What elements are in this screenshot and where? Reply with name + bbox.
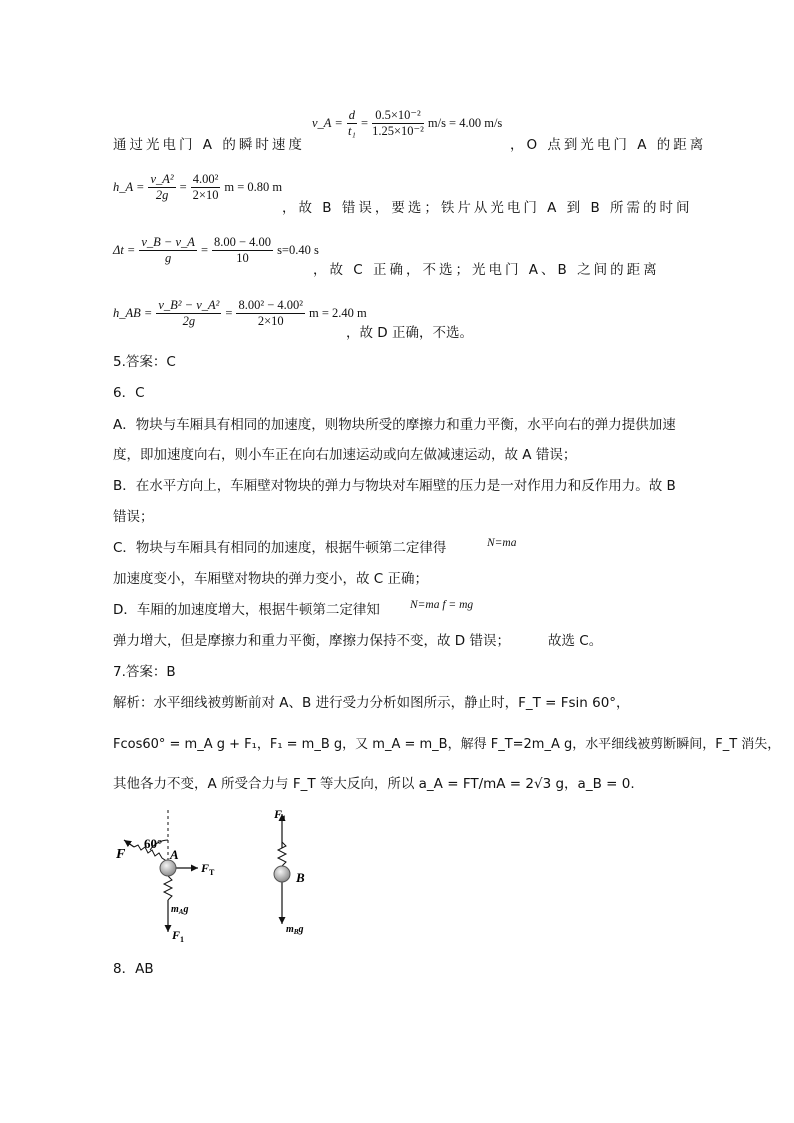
- force-diagram: [110, 800, 340, 950]
- q5-answer: 5.答案：C: [113, 354, 176, 370]
- q6-d1-eq: N=ma f = mg: [410, 599, 474, 611]
- label-mbg-sub: B: [293, 928, 299, 936]
- eq-va-frac-d: [347, 108, 357, 139]
- eq-hab-lhs: h_AB =: [113, 306, 153, 320]
- line2-text: ，故 B 错误，要选；铁片从光电门 A 到 B 所需的时间: [282, 200, 693, 216]
- eq-va-num: 0.5×10⁻²: [372, 108, 424, 124]
- label-mbg-m: m: [286, 924, 294, 935]
- eq-ha-den2: 2×10: [192, 188, 219, 202]
- line1-left: 通过光电门 A 的瞬时速度: [113, 137, 305, 153]
- eq-va-lhs: v_A =: [312, 116, 343, 130]
- eq-ha-rhs: m = 0.80 m: [224, 180, 283, 194]
- q7-l3: 其他各力不变，A 所受合力与 F_T 等大反向，所以 a_A = FT/mA = 2√3 g，a_B = 0.: [113, 776, 635, 792]
- label-f1-b-sub: 1: [282, 814, 287, 823]
- line1-right: ，O 点到光电门 A 的距离: [510, 137, 707, 153]
- eq-ha-num2: 4.00²: [192, 172, 219, 186]
- q6-a1: A．物块与车厢具有相同的加速度，则物块所受的摩擦力和重力平衡，水平向右的弹力提供加速: [113, 417, 676, 433]
- eq-hab-den2: 2×10: [257, 314, 284, 328]
- eq-dt-den2: 10: [236, 251, 249, 265]
- eq-va-rhs: m/s = 4.00 m/s: [427, 116, 503, 130]
- ball-a-diagram: [115, 810, 215, 944]
- q6-d1: D．车厢的加速度增大，根据牛顿第二定律知: [113, 602, 380, 618]
- label-mag: [171, 904, 188, 916]
- eq-va-den: 1.25×10⁻²: [372, 124, 424, 138]
- eq-hab-frac2: [236, 298, 305, 329]
- eq-dt-frac2: [212, 235, 273, 266]
- label-b: B: [296, 870, 305, 885]
- q8-answer: 8．AB: [113, 961, 154, 977]
- spring-f1-a: [164, 876, 172, 900]
- q6-a2: 度，即加速度向右，则小车正在向右加速运动或向左做减速运动，故 A 错误；: [113, 447, 577, 463]
- q6-c2: 加速度变小，车厢壁对物块的弹力变小，故 C 正确；: [113, 571, 429, 587]
- label-f1-b: [273, 807, 286, 823]
- eq-ha-den: 2g: [155, 188, 169, 202]
- eq-ha-lhs: h_A =: [113, 180, 145, 194]
- arrow-f: [124, 840, 134, 847]
- label-mag-sub: A: [178, 908, 184, 916]
- eq-dt-num: v_B − v_A: [141, 235, 195, 249]
- eq-dt-num2: 8.00 − 4.00: [214, 235, 272, 249]
- eq-ha-eq: =: [179, 180, 187, 194]
- ball-a: [160, 860, 176, 876]
- label-angle: 60°: [144, 836, 163, 851]
- label-ft-sub: T: [209, 868, 215, 877]
- eq-hab-eq: =: [225, 306, 233, 320]
- label-mbg: [286, 924, 303, 936]
- ball-b-diagram: [273, 807, 305, 936]
- eq-ha-frac1: [148, 172, 175, 203]
- eq-hab-num: v_B² − v_A²: [158, 298, 220, 312]
- q7-head: 7.答案：B: [113, 664, 176, 680]
- label-ft: [200, 861, 215, 877]
- eq-dt: [113, 235, 319, 266]
- q6-d2: 弹力增大，但是摩擦力和重力平衡，摩擦力保持不变，故 D 错误；: [113, 633, 510, 649]
- eq-ha: [113, 172, 282, 203]
- label-f1-a-f: F: [172, 928, 181, 942]
- q6-d2-tail: 故选 C。: [548, 633, 603, 649]
- ball-b: [274, 866, 290, 882]
- label-a: A: [170, 847, 179, 862]
- q6-b2: 错误；: [113, 509, 154, 525]
- eq-hab-frac1: [156, 298, 221, 329]
- eq-va-eq: =: [361, 116, 369, 130]
- eq-va-frac: [372, 108, 424, 139]
- eq-va-t1: t₁: [347, 124, 356, 138]
- eq-ha-num: v_A²: [150, 172, 174, 186]
- eq-va: [312, 108, 502, 139]
- eq-dt-rhs: s=0.40 s: [277, 243, 319, 257]
- q6-c1-eq: N=ma: [487, 537, 517, 549]
- q6-b1: B．在水平方向上，车厢壁对物块的弹力与物块对车厢壁的压力是一对作用力和反作用力。故 B: [113, 478, 676, 494]
- label-mag-g: g: [183, 904, 189, 915]
- eq-hab-rhs: m = 2.40 m: [309, 306, 367, 320]
- label-f: F: [116, 847, 126, 862]
- label-f1-a: [171, 928, 184, 944]
- eq-hab: [113, 298, 367, 329]
- eq-dt-frac1: [139, 235, 197, 266]
- line3-text: ，故 C 正确，不选；光电门 A、B 之间的距离: [313, 262, 660, 278]
- line4-text: ，故 D 正确，不选。: [346, 325, 473, 341]
- eq-dt-lhs: Δt =: [113, 243, 136, 257]
- eq-dt-den: g: [165, 251, 172, 265]
- q6-c1: C．物块与车厢具有相同的加速度，根据牛顿第二定律得: [113, 540, 447, 556]
- q6-head: 6．C: [113, 385, 145, 401]
- q7-l2: Fcos60° = m_A g + F₁，F₁ = m_B g，又 m_A = m_B，解得 F_T=2m_A g，水平细线被剪断瞬间，F_T 消失，: [113, 737, 781, 752]
- label-f1-a-sub: 1: [180, 935, 185, 944]
- eq-ha-frac2: [191, 172, 221, 203]
- eq-dt-eq: =: [200, 243, 208, 257]
- label-mbg-g: g: [298, 924, 304, 935]
- label-mag-m: m: [171, 904, 179, 915]
- label-ft-f: F: [201, 861, 210, 875]
- eq-va-d: d: [348, 108, 356, 122]
- label-f1-b-f: F: [274, 807, 283, 821]
- eq-hab-num2: 8.00² − 4.00²: [238, 298, 304, 312]
- q7-l1: 解析：水平细线被剪断前对 A、B 进行受力分析如图所示，静止时，F_T = Fsin 60°，: [113, 695, 630, 711]
- eq-hab-den: 2g: [182, 314, 196, 328]
